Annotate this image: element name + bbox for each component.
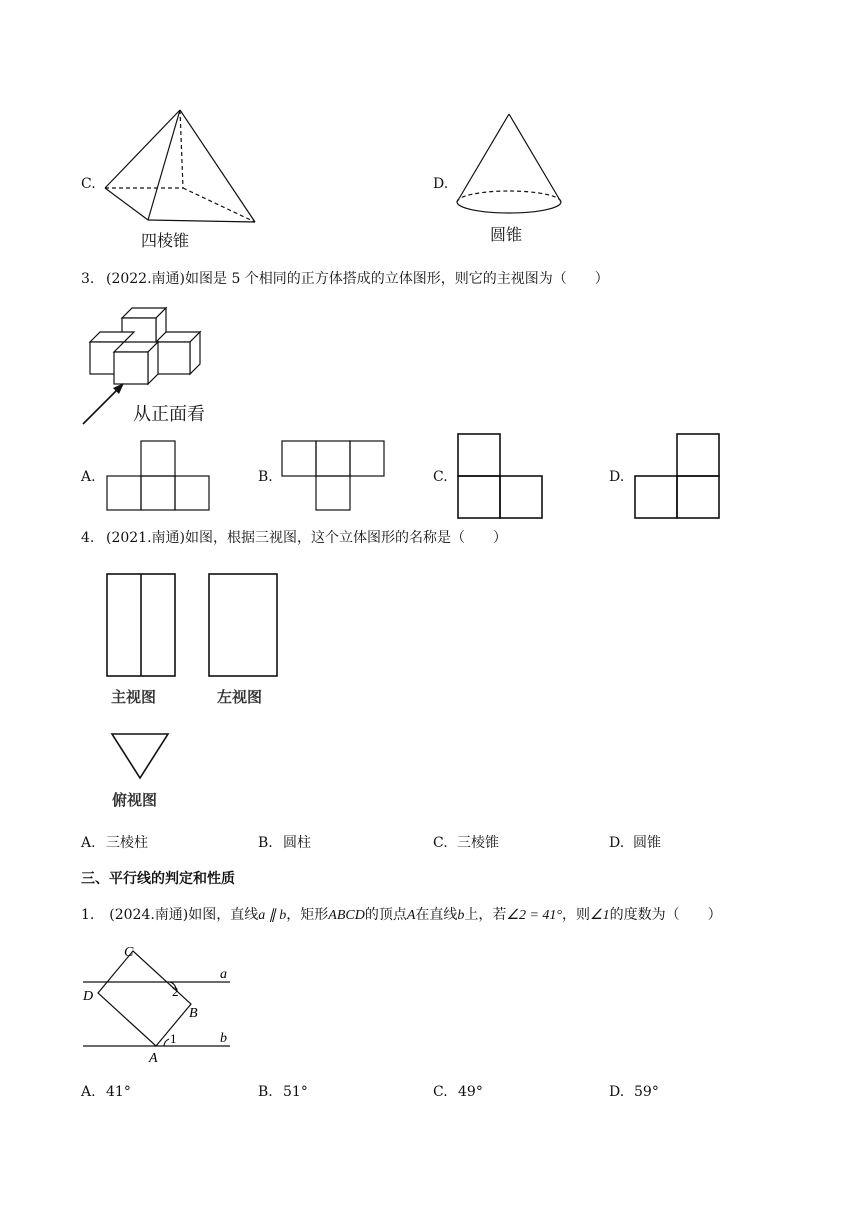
square-pyramid-figure [100,105,360,235]
label-c: C [124,945,134,960]
label-a: A [149,1051,158,1066]
q4-option-d-letter: D. [609,835,625,851]
q4-option-a-letter: A. [81,835,96,851]
q3-option-a-figure [106,440,212,512]
s3q1-option-a-letter: A. [81,1084,96,1100]
s3q1-option-b-letter: B. [258,1084,273,1100]
s3q1-number: 1. [81,907,95,923]
s3q1-stem-part7: 的度数为（ ） [609,907,722,923]
q3-number: 3. [81,271,95,287]
s3q1-option-b-text: 51° [283,1084,308,1100]
s3q1-option-d-letter: D. [609,1084,625,1100]
q4-number: 4. [81,530,95,546]
option-c-letter: C. [81,176,96,192]
q3-stem: (2022.南通)如图是 5 个相同的正方体搭成的立体图形，则它的主视图为（ ） [106,271,609,287]
q4-option-b-text: 圆柱 [283,835,311,851]
q4-option-c-text: 三棱锥 [457,835,499,851]
label-angle-2: 2 [172,984,179,999]
s3q1-math-parallel: a ∥ b [258,908,287,923]
label-line-a: a [220,967,227,982]
front-view-caption: 主视图 [111,688,157,706]
s3q1-stem-part3: 的顶点 [364,907,407,923]
q4-option-b-letter: B. [258,835,273,851]
q3-option-d-letter: D. [609,469,625,485]
q4-option-a-text: 三棱柱 [106,835,148,851]
q3-option-c-figure [456,432,546,520]
label-d: D [83,989,94,1004]
s3q1-stem-part4: 在直线 [415,907,458,923]
view-direction-caption: 从正面看 [133,404,205,425]
s3q1-math-b: b [457,908,465,923]
q3-option-a-letter: A. [81,469,96,485]
s3q1-option-c-text: 49° [458,1084,483,1100]
section-title: 三、平行线的判定和性质 [81,871,235,887]
s3q1-option-d-text: 59° [634,1084,659,1100]
s3q1-stem-part2: ，矩形 [286,907,329,923]
q3-option-b-figure [281,440,387,512]
left-view-figure [207,572,279,678]
q4-stem: (2021.南通)如图，根据三视图，这个立体图形的名称是（ ） [106,530,508,546]
s3q1-math-a: A [406,908,416,923]
s3q1-stem-part5: 上，若 [464,907,507,923]
q3-option-b-letter: B. [258,469,273,485]
s3q1-option-a-text: 41° [106,1084,131,1100]
top-view-figure [110,732,172,782]
label-angle-1: 1 [170,1031,177,1046]
parallel-lines-figure [80,940,240,1070]
s3q1-stem-part1: (2024.南通)如图，直线 [109,907,259,923]
pyramid-caption: 四棱锥 [141,231,190,250]
s3q1-stem-part6: ，则 [562,907,591,923]
top-view-caption: 俯视图 [112,791,158,809]
s3q1-math-angle1: ∠1 [590,908,610,923]
front-view-figure [105,572,177,678]
s3q1-math-angle2: ∠2 = 41° [506,908,563,923]
q3-option-c-letter: C. [433,469,448,485]
q4-option-d-text: 圆锥 [633,835,661,851]
label-b: B [189,1006,198,1021]
s3q1-math-abcd: ABCD [328,908,365,923]
q3-option-d-figure [633,432,723,520]
left-view-caption: 左视图 [217,688,263,706]
s3q1-option-c-letter: C. [433,1084,448,1100]
option-d-letter: D. [433,176,449,192]
cone-caption: 圆锥 [490,225,523,244]
label-line-b: b [220,1031,227,1046]
q4-option-c-letter: C. [433,835,448,851]
s3q1-line [81,906,722,925]
view-direction-arrow-icon [80,378,130,428]
cone-figure [455,110,575,220]
